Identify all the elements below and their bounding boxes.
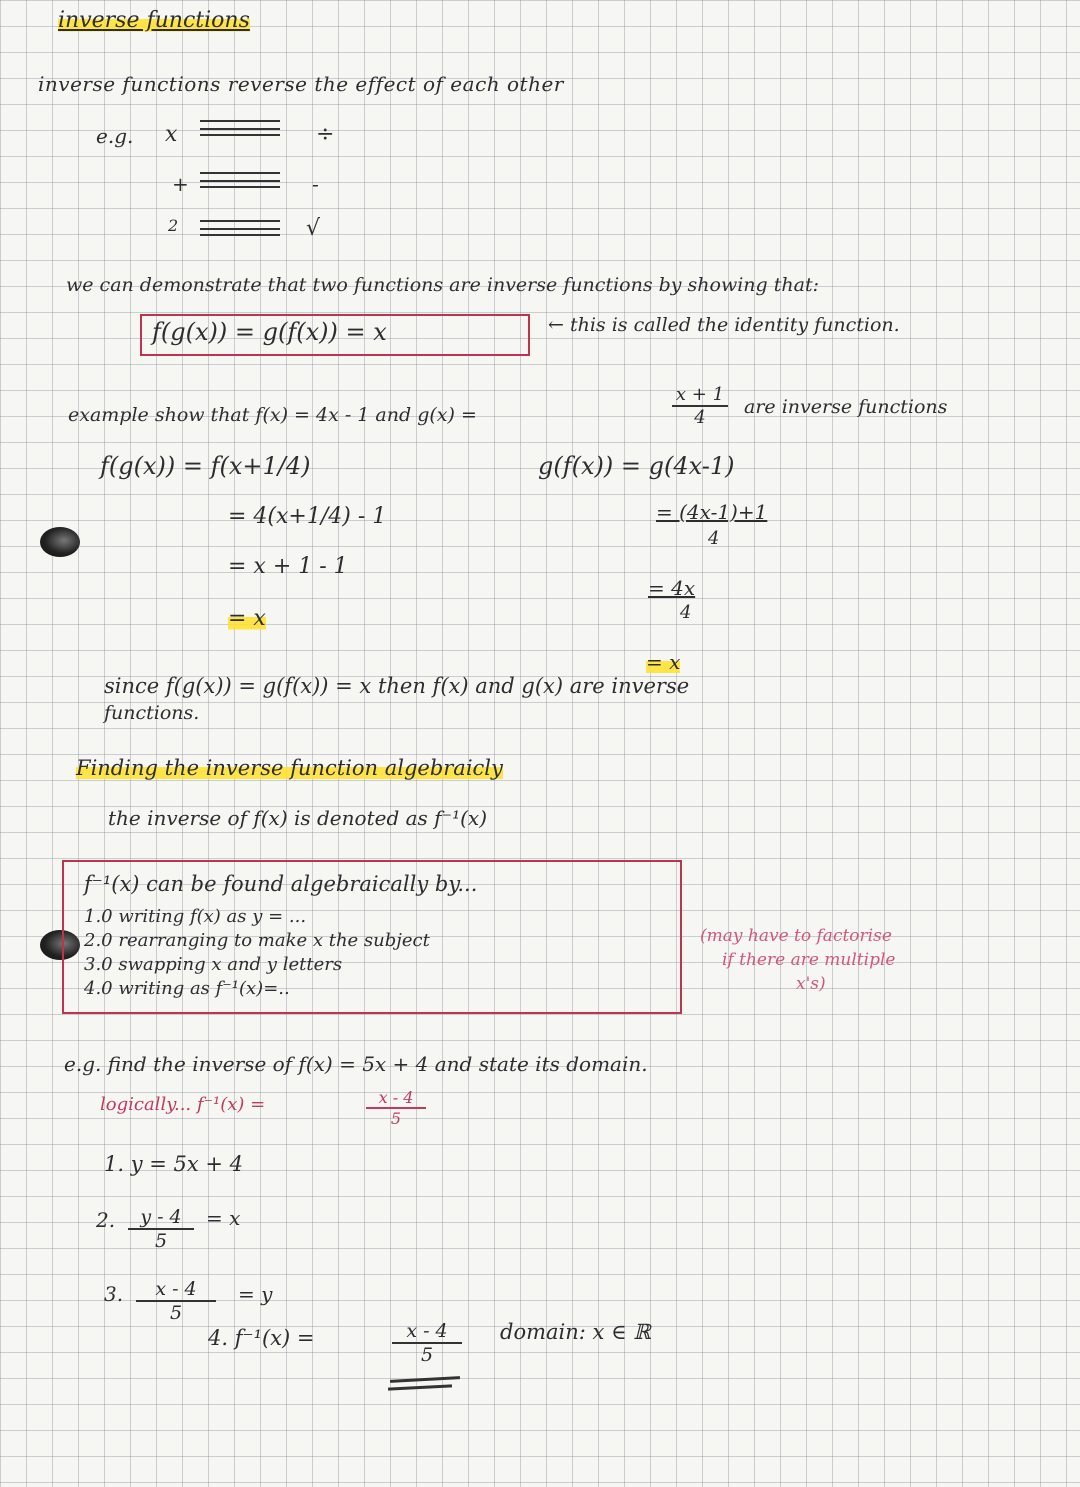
- factorise-note-3: x's): [796, 974, 826, 994]
- logically-den: 5: [390, 1109, 402, 1128]
- example-prompt-end: are inverse functions: [744, 396, 948, 418]
- right-step-1: g(f(x)) = g(4x-1): [538, 452, 735, 480]
- identity-equation: f(g(x)) = g(f(x)) = x: [152, 318, 387, 346]
- conclusion-line-2: functions.: [104, 702, 200, 724]
- step2-den: 5: [154, 1230, 168, 1252]
- g-num: x + 1: [672, 384, 728, 407]
- answer-underline-2: [388, 1384, 452, 1390]
- right-step-2: = (4x-1)+1: [656, 500, 768, 524]
- worked-step-1: 1. y = 5x + 4: [104, 1152, 244, 1176]
- op-square: 2: [168, 216, 179, 235]
- arrow-pair-1b: [200, 132, 280, 146]
- method-title: f⁻¹(x) can be found algebraically by...: [84, 872, 478, 896]
- g-definition-fraction: [672, 384, 728, 428]
- op-plus: +: [172, 172, 189, 196]
- intro-text: inverse functions reverse the effect of each other: [38, 72, 564, 96]
- worked-question: e.g. find the inverse of f(x) = 5x + 4 and state its domain.: [64, 1052, 648, 1076]
- worked-step-3-fraction: [136, 1278, 216, 1324]
- factorise-note-2: if there are multiple: [722, 950, 896, 970]
- worked-step-2-label: 2.: [96, 1208, 116, 1232]
- step3-den: 5: [169, 1302, 183, 1324]
- left-step-2: = 4(x+1/4) - 1: [228, 504, 387, 529]
- left-step-4: = x: [228, 606, 266, 631]
- worked-step-4-fraction: [392, 1320, 462, 1366]
- arrow-pair-2b: [200, 184, 280, 198]
- worked-step-3-rhs: = y: [238, 1282, 273, 1306]
- binder-hole-top: [40, 527, 80, 557]
- conclusion-line-1: since f(g(x)) = g(f(x)) = x then f(x) and g(x) are inverse: [104, 674, 690, 698]
- step3-num: x - 4: [136, 1278, 216, 1302]
- worked-step-3-label: 3.: [104, 1282, 124, 1306]
- identity-note: ← this is called the identity function.: [548, 314, 900, 336]
- right-step-3-den: 4: [680, 602, 692, 623]
- op-divide: ÷: [316, 122, 335, 147]
- worked-step-4-label: 4. f⁻¹(x) =: [208, 1326, 315, 1350]
- worked-step-2-fraction: [128, 1206, 194, 1252]
- logically-text: logically... f⁻¹(x) =: [100, 1094, 266, 1115]
- arrow-pair-2: [200, 170, 280, 184]
- logically-fraction: [366, 1088, 426, 1128]
- demonstrate-text: we can demonstrate that two functions are inverse functions by showing that:: [66, 274, 819, 296]
- right-step-3: = 4x: [648, 576, 696, 600]
- step2-num: y - 4: [128, 1206, 194, 1230]
- answer-underline-1: [390, 1376, 460, 1383]
- step4-num: x - 4: [392, 1320, 462, 1344]
- factorise-note-1: (may have to factorise: [700, 926, 892, 946]
- page-title: inverse functions: [58, 8, 250, 33]
- eg-label: e.g.: [96, 124, 134, 148]
- method-step-4: 4.0 writing as f⁻¹(x)=..: [84, 978, 290, 999]
- left-step-3: = x + 1 - 1: [228, 554, 348, 579]
- eg-var: x: [165, 122, 178, 147]
- arrow-pair-1: [200, 118, 280, 132]
- domain-text: domain: x ∈ ℝ: [500, 1320, 651, 1344]
- arrow-pair-3: [200, 218, 280, 232]
- example-prompt: example show that f(x) = 4x - 1 and g(x) =: [68, 404, 477, 426]
- step4-den: 5: [420, 1344, 434, 1366]
- logically-num: x - 4: [366, 1088, 426, 1109]
- method-step-3: 3.0 swapping x and y letters: [84, 954, 343, 975]
- worked-step-2-rhs: = x: [206, 1206, 241, 1230]
- op-sqrt: √: [306, 216, 321, 241]
- method-step-1: 1.0 writing f(x) as y = ...: [84, 906, 307, 927]
- g-den: 4: [694, 407, 706, 428]
- left-step-1: f(g(x)) = f(x+1/4): [100, 452, 311, 480]
- right-step-4: = x: [646, 650, 681, 674]
- section-heading: Finding the inverse function algebraicly: [76, 756, 503, 780]
- denoted-text: the inverse of f(x) is denoted as f⁻¹(x): [108, 806, 488, 830]
- method-step-2: 2.0 rearranging to make x the subject: [84, 930, 430, 951]
- arrow-pair-3b: [200, 232, 280, 246]
- op-minus: -: [312, 172, 319, 196]
- right-step-2-den: 4: [708, 528, 720, 549]
